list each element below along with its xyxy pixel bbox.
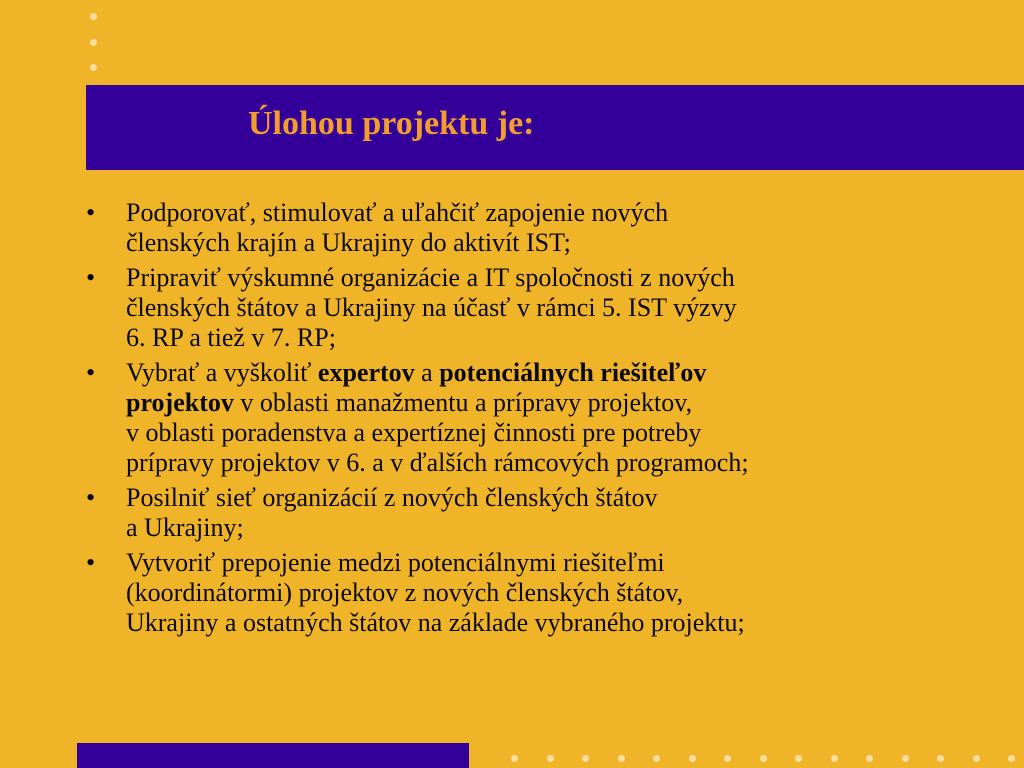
bullet-list <box>0 198 1024 643</box>
bullet-text: a <box>414 358 440 387</box>
bullet-text: Vybrať a vyškoliť <box>126 358 318 387</box>
decor-dot <box>547 755 554 762</box>
decor-dot <box>902 755 909 762</box>
bullet-text: Posilniť sieť organizácií z nových členských štátov <box>126 483 658 512</box>
bullet-text: prípravy projektov v 6. a v ďalších rámcových programoch; <box>126 448 749 477</box>
bullet-marker: • <box>86 483 96 512</box>
bullet-text: (koordinátormi) projektov z nových členských štátov, <box>126 578 684 607</box>
decor-dot <box>724 755 731 762</box>
decor-dot <box>618 755 625 762</box>
bullet-text: členských štátov a Ukrajiny na účasť v rámci 5. IST výzvy <box>126 293 737 322</box>
decor-dot <box>1008 755 1015 762</box>
bullet-item <box>0 198 1024 258</box>
bullet-item <box>0 483 1024 543</box>
bullet-marker: • <box>86 548 96 577</box>
bottom-accent-bar <box>77 743 469 768</box>
bullet-text: Podporovať, stimulovať a uľahčiť zapojenie nových <box>126 198 669 227</box>
bullet-marker: • <box>86 358 96 387</box>
bullet-text: v oblasti manažmentu a prípravy projektov, <box>233 388 693 417</box>
decor-dot <box>90 39 97 46</box>
bullet-marker: • <box>86 263 96 292</box>
bullet-text: Ukrajiny a ostatných štátov na základe vybraného projektu; <box>126 608 745 637</box>
decor-dot <box>511 755 518 762</box>
decor-dot <box>653 755 660 762</box>
decor-dot <box>937 755 944 762</box>
bullet-item <box>0 263 1024 353</box>
bullet-item <box>0 358 1024 478</box>
bullet-text: a Ukrajiny; <box>126 513 244 542</box>
title-bar <box>86 85 1024 170</box>
decor-dot <box>866 755 873 762</box>
bullet-text: Vytvoriť prepojenie medzi potenciálnymi riešiteľmi <box>126 548 665 577</box>
decor-dot <box>90 13 97 20</box>
bullet-text: 6. RP a tiež v 7. RP; <box>126 323 336 352</box>
decor-dot <box>90 64 97 71</box>
bullet-text: v oblasti poradenstva a expertíznej činnosti pre potreby <box>126 418 702 447</box>
decor-dot <box>795 755 802 762</box>
bullet-text: členských krajín a Ukrajiny do aktivít IST; <box>126 228 571 257</box>
bullet-text-bold: expertov <box>317 358 415 387</box>
decor-dot <box>831 755 838 762</box>
bullet-text: Pripraviť výskumné organizácie a IT spoločnosti z nových <box>126 263 735 292</box>
slide-title: Úlohou projektu je: <box>248 105 535 142</box>
decor-dot <box>689 755 696 762</box>
decor-dot <box>760 755 767 762</box>
bullet-item <box>0 548 1024 638</box>
decor-dot <box>973 755 980 762</box>
decor-dot <box>582 755 589 762</box>
bullet-text-bold: potenciálnych riešiteľov <box>439 358 707 387</box>
bullet-marker: • <box>86 198 96 227</box>
bullet-text-bold: projektov <box>126 388 234 417</box>
